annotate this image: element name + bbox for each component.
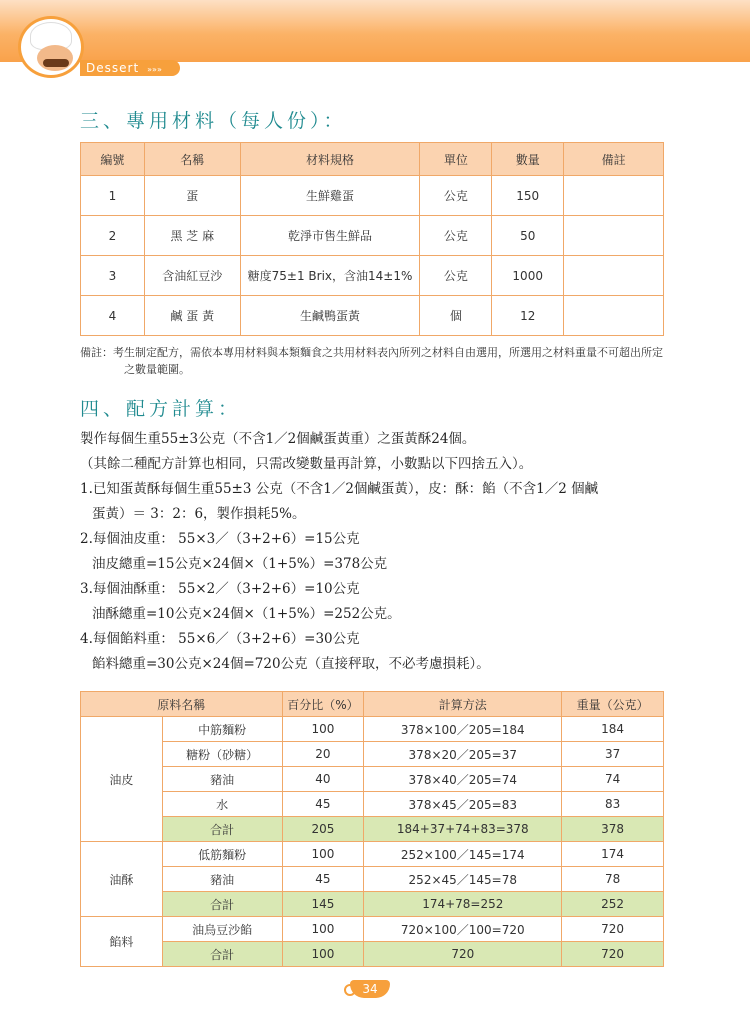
note-label: 備註： xyxy=(80,346,113,359)
section4-title: 四、配方計算： xyxy=(80,398,242,420)
table-cell: 100 xyxy=(282,942,364,967)
table-row xyxy=(81,176,664,216)
page-number xyxy=(350,980,390,1000)
table-cell: 合計 xyxy=(162,817,282,842)
table-cell: 20 xyxy=(282,742,364,767)
calc-line: 油皮總重=15公克×24個×（1+5%）=378公克 xyxy=(92,556,388,572)
table-cell: 糖粉（砂糖） xyxy=(162,742,282,767)
table-cell: 豬油 xyxy=(162,867,282,892)
total-row xyxy=(81,817,664,842)
table-cell: 37 xyxy=(562,742,664,767)
table-cell: 合計 xyxy=(162,892,282,917)
col-header: 名稱 xyxy=(144,143,240,176)
table-row xyxy=(81,742,664,767)
table-cell: 公克 xyxy=(420,216,492,256)
calc-line: 4.每個餡料重： 55×6／（3+2+6）=30公克 xyxy=(80,631,360,647)
table-cell: 豬油 xyxy=(162,767,282,792)
table-cell: 100 xyxy=(282,842,364,867)
table-row xyxy=(81,717,664,742)
table-cell: 252×100／145=174 xyxy=(364,842,562,867)
chef-logo-icon xyxy=(18,16,84,78)
calc-line: 1.已知蛋黃酥每個生重55±3 公克（不含1／2個鹹蛋黃），皮：酥：餡（不含1／2 個鹹 xyxy=(80,481,599,497)
page-number-label: 34 xyxy=(350,980,390,998)
recipe-table xyxy=(80,691,664,967)
table-cell: 公克 xyxy=(420,176,492,216)
table-cell: 378×20／205=37 xyxy=(364,742,562,767)
table-cell: 1 xyxy=(81,176,145,216)
table-cell: 乾淨市售生鮮品 xyxy=(240,216,420,256)
table-row xyxy=(81,216,664,256)
calc-line: 製作每個生重55±3公克（不含1／2個鹹蛋黃重）之蛋黃酥24個。 xyxy=(80,431,476,447)
col-header: 數量 xyxy=(492,143,564,176)
table-cell: 100 xyxy=(282,717,364,742)
calc-line: 2.每個油皮重： 55×3／（3+2+6）=15公克 xyxy=(80,531,360,547)
col-header: 計算方法 xyxy=(364,692,562,717)
table-row xyxy=(81,917,664,942)
table-cell: 83 xyxy=(562,792,664,817)
calc-line: （其餘二種配方計算也相同，只需改變數量再計算，小數點以下四捨五入）。 xyxy=(80,456,533,472)
calc-line: 餡料總重=30公克×24個=720公克（直接秤取，不必考慮損耗）。 xyxy=(92,656,490,672)
table-cell: 黑 芝 麻 xyxy=(144,216,240,256)
table-cell: 中筋麵粉 xyxy=(162,717,282,742)
table-cell: 鹹 蛋 黃 xyxy=(144,296,240,336)
table-cell: 2 xyxy=(81,216,145,256)
table-row xyxy=(81,256,664,296)
table-cell: 水 xyxy=(162,792,282,817)
table-cell: 合計 xyxy=(162,942,282,967)
table-cell: 252×45／145=78 xyxy=(364,867,562,892)
note-text: 考生制定配方，需依本專用材料與本類麵食之共用材料表內所列之材料自由選用，所選用之材料重量不可超出所定之數量範圍。 xyxy=(113,346,663,376)
table-row xyxy=(81,767,664,792)
header-banner xyxy=(0,0,750,62)
table-cell: 公克 xyxy=(420,256,492,296)
total-row xyxy=(81,942,664,967)
section3-title: 三、專用材料（每人份）： xyxy=(80,110,347,132)
table-cell: 45 xyxy=(282,867,364,892)
section-tag xyxy=(80,60,180,76)
table-cell: 生鮮雞蛋 xyxy=(240,176,420,216)
table-cell: 100 xyxy=(282,917,364,942)
table-row xyxy=(81,867,664,892)
table-cell: 184 xyxy=(562,717,664,742)
table-cell: 1000 xyxy=(492,256,564,296)
table-cell xyxy=(564,176,664,216)
group-label: 油酥 xyxy=(81,842,163,917)
table-cell: 油烏豆沙餡 xyxy=(162,917,282,942)
materials-note xyxy=(80,344,664,378)
table-cell: 個 xyxy=(420,296,492,336)
calc-line: 油酥總重=10公克×24個×（1+5%）=252公克。 xyxy=(92,606,401,622)
table-cell: 150 xyxy=(492,176,564,216)
table-cell: 378×100／205=184 xyxy=(364,717,562,742)
table-row xyxy=(81,792,664,817)
formula-calculation xyxy=(80,427,680,677)
recipe-header-row xyxy=(81,692,664,717)
materials-table xyxy=(80,142,664,336)
col-header: 原料名稱 xyxy=(81,692,283,717)
group-label: 油皮 xyxy=(81,717,163,842)
table-cell: 720 xyxy=(562,942,664,967)
col-header: 材料規格 xyxy=(240,143,420,176)
table-cell: 糖度75±1 Brix，含油14±1% xyxy=(240,256,420,296)
table-cell: 50 xyxy=(492,216,564,256)
arrows-icon: »»» xyxy=(147,65,162,74)
table-cell: 378×40／205=74 xyxy=(364,767,562,792)
table-cell: 205 xyxy=(282,817,364,842)
table-row xyxy=(81,842,664,867)
section-tag-label: Dessert xyxy=(86,61,140,75)
col-header: 百分比（%） xyxy=(282,692,364,717)
table-cell: 低筋麵粉 xyxy=(162,842,282,867)
table-cell xyxy=(564,296,664,336)
col-header: 單位 xyxy=(420,143,492,176)
table-cell: 4 xyxy=(81,296,145,336)
table-cell: 74 xyxy=(562,767,664,792)
col-header: 備註 xyxy=(564,143,664,176)
table-cell: 378 xyxy=(562,817,664,842)
table-cell: 720 xyxy=(364,942,562,967)
total-row xyxy=(81,892,664,917)
group-label: 餡料 xyxy=(81,917,163,967)
table-cell: 蛋 xyxy=(144,176,240,216)
table-cell: 12 xyxy=(492,296,564,336)
table-row xyxy=(81,296,664,336)
table-cell: 含油紅豆沙 xyxy=(144,256,240,296)
table-cell: 生鹹鴨蛋黃 xyxy=(240,296,420,336)
materials-header-row xyxy=(81,143,664,176)
col-header: 編號 xyxy=(81,143,145,176)
table-cell: 45 xyxy=(282,792,364,817)
table-cell: 40 xyxy=(282,767,364,792)
table-cell xyxy=(564,216,664,256)
table-cell: 3 xyxy=(81,256,145,296)
table-cell: 720 xyxy=(562,917,664,942)
calc-line: 蛋黃）＝ 3：2：6，製作損耗5%。 xyxy=(92,506,306,522)
table-cell: 145 xyxy=(282,892,364,917)
table-cell: 174+78=252 xyxy=(364,892,562,917)
col-header: 重量（公克） xyxy=(562,692,664,717)
table-cell: 174 xyxy=(562,842,664,867)
table-cell: 720×100／100=720 xyxy=(364,917,562,942)
table-cell: 252 xyxy=(562,892,664,917)
calc-line: 3.每個油酥重： 55×2／（3+2+6）=10公克 xyxy=(80,581,360,597)
table-cell: 184+37+74+83=378 xyxy=(364,817,562,842)
table-cell: 378×45／205=83 xyxy=(364,792,562,817)
table-cell xyxy=(564,256,664,296)
table-cell: 78 xyxy=(562,867,664,892)
